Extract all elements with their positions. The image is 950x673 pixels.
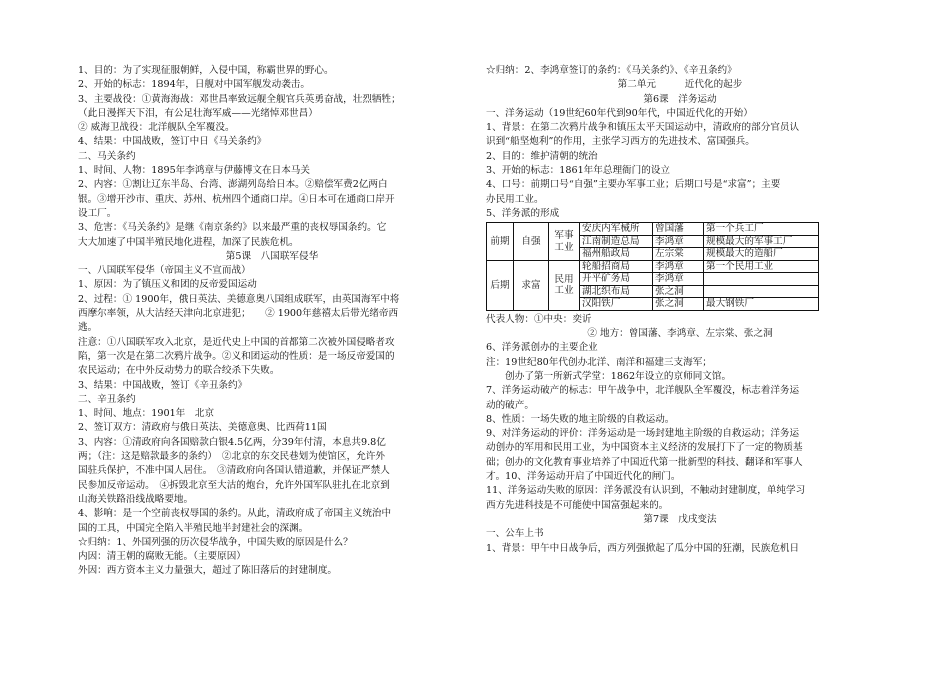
- text-line: 2、过程：① 1900年，俄日英法、美德意奥八国组成联军，由英国海军中将: [78, 293, 400, 305]
- text-line: ☆归纳：2、李鸿章签订的条约：《马关条约》、《辛丑条约》: [486, 65, 737, 76]
- section-heading: 一、洋务运动（19世纪60年代到90年代，中国近代化的开始）: [486, 107, 753, 119]
- enterprise-cell: 开平矿务局: [580, 273, 653, 286]
- table-row: [487, 223, 819, 236]
- text-line: 两；（注：这是赔款最多的条约） ②北京的东交民巷划为使馆区，允许外: [78, 451, 385, 463]
- text-line: 设工厂。: [78, 207, 117, 219]
- text-line: 2、开始的标志：1894年，日舰对中国军舰发动袭击。: [78, 79, 310, 91]
- founder-cell: 张之洞: [653, 285, 704, 298]
- left-column: [78, 64, 466, 579]
- text-line: 注意：①八国联军攻入北京，是近代史上中国的首都第二次被外国侵略者攻: [78, 336, 395, 348]
- note-cell: 最大钢铁厂: [704, 298, 819, 311]
- text-line: 4、结果：中国战败，签订中日《马关条约》: [78, 136, 267, 148]
- text-line: 3、危害：《马关条约》是继《南京条约》以来最严重的丧权辱国条约。它: [78, 222, 387, 234]
- text-line: 西摩尔率领，从大沽经天津向北京进犯； ② 1900年慈禧太后带光绪帝西: [78, 308, 399, 320]
- text-line: 银。③增开沙市、重庆、苏州、杭州四个通商口岸。④日本可在通商口岸开: [78, 193, 395, 205]
- text-line: ☆归纳：1、外国列强的历次侵华战争，中国失败的原因是什么？: [78, 536, 353, 548]
- period-cell: 前期: [487, 223, 514, 261]
- text-line: 1、时间、地点：1901年 北京: [78, 408, 215, 420]
- text-line: 内因：清王朝的腐败无能。（主要原因）: [78, 551, 246, 563]
- text-line: 注：19世纪80年代创办北洋、南洋和福建三支海军；: [486, 356, 712, 368]
- industry-type-cell: 军事工业: [549, 223, 580, 261]
- text-line: 创办了第一所新式学堂：1862年设立的京师同文馆。: [486, 370, 732, 382]
- section-heading: 二、辛丑条约: [78, 393, 136, 405]
- lesson-title: 第6课 洋务运动: [643, 93, 717, 105]
- note-cell: [704, 273, 819, 286]
- industry-type-cell: 民用工业: [549, 260, 580, 310]
- text-line: 1、目的：为了实现征服朝鲜，入侵中国，称霸世界的野心。: [78, 65, 334, 76]
- founder-cell: 张之洞: [653, 298, 704, 311]
- text-line: 2、签订双方：清政府与俄日英法、美德意奥、比西荷11国: [78, 422, 327, 434]
- text-line: （此日漫挥天下泪，有公足壮海军威——光绪悼邓世昌）: [78, 107, 318, 119]
- text-line: 5、洋务派的形成: [486, 207, 560, 219]
- enterprise-cell: 湖北织布局: [580, 285, 653, 298]
- text-line: 1、时间、人物：1895年李鸿章与伊藤博文在日本马关: [78, 165, 310, 177]
- section-heading: 一、公车上书: [486, 528, 544, 540]
- section-heading: 二、马关条约: [78, 150, 136, 162]
- right-column: [486, 64, 874, 556]
- text-line: ② 威海卫战役：北洋舰队全军覆没。: [78, 122, 235, 134]
- section-heading: 一、八国联军侵华（帝国主义不宣而战）: [78, 265, 251, 277]
- text-line: 识到“船坚炮利”的作用，主张学习西方的先进技术、富国强兵。: [486, 136, 755, 148]
- unit-title: 第二单元 近代化的起步: [617, 79, 743, 91]
- founder-cell: 李鸿章: [653, 260, 704, 273]
- founder-cell: 左宗棠: [653, 248, 704, 261]
- enterprise-cell: 福州船政局: [580, 248, 653, 261]
- lesson-title: 第7课 戊戌变法: [643, 513, 717, 525]
- text-line: 代表人物：①中央：奕䜣: [486, 313, 592, 325]
- enterprise-cell: 汉阳铁厂: [580, 298, 653, 311]
- text-line: 外因：西方资本主义力量强大，超过了陈旧落后的封建制度。: [78, 565, 338, 577]
- text-line: 农民运动；在中外反动势力的联合绞杀下失败。: [78, 365, 280, 377]
- text-line: 1、背景：甲午中日战争后，西方列强掀起了瓜分中国的狂潮，民族危机日: [486, 542, 800, 554]
- enterprise-cell: 安庆内军械所: [580, 223, 653, 236]
- text-line: 8、性质：一场失败的地主阶级的自救运动。: [486, 413, 675, 425]
- note-cell: 第一个兵工厂: [704, 223, 819, 236]
- text-line: 4、口号：前期口号“自强”主要办军事工业；后期口号是“求富”；主要: [486, 179, 781, 191]
- note-cell: 第一个民用工业: [704, 260, 819, 273]
- text-line: 动创办的军用和民用工业，为中国资本主义经济的发展打下了一定的物质基: [486, 442, 803, 454]
- period-cell: 后期: [487, 260, 514, 310]
- text-line: 山海关铁路沿线战略要地。: [78, 493, 194, 505]
- text-line: 6、洋务派创办的主要企业: [486, 342, 598, 354]
- note-cell: 规模最大的造船厂: [704, 248, 819, 261]
- text-line: 动的破产。: [486, 399, 534, 411]
- text-line: 才。10、洋务运动开启了中国近代化的闸门。: [486, 471, 681, 483]
- table-row: [487, 260, 819, 273]
- text-line: 11、洋务运动失败的原因：洋务派没有认识到，不触动封建制度，单纯学习: [486, 485, 806, 497]
- founder-cell: 李鸿章: [653, 235, 704, 248]
- note-cell: 规模最大的军事工厂: [704, 235, 819, 248]
- text-line: 3、主要战役：①黄海海战：邓世昌率致远舰全舰官兵英勇奋战，壮烈牺牲；: [78, 93, 401, 105]
- note-cell: [704, 285, 819, 298]
- text-line: 大大加速了中国半殖民地化进程，加深了民族危机。: [78, 236, 299, 248]
- text-line: 3、结果：中国战败，签订《辛丑条约》: [78, 379, 248, 391]
- text-line: 7、洋务运动破产的标志：甲午战争中，北洋舰队全军覆没，标志着洋务运: [486, 385, 800, 397]
- text-line: 陷，第一次是在第二次鸦片战争。②义和团运动的性质：是一场反帝爱国的: [78, 350, 395, 362]
- text-line: 1、背景：在第二次鸦片战争和镇压太平天国运动中，清政府的部分官员认: [486, 122, 800, 134]
- founder-cell: 曾国藩: [653, 223, 704, 236]
- enterprise-cell: 轮船招商局: [580, 260, 653, 273]
- text-line: 民参加反帝运动。 ④拆毁北京至大沽的炮台，允许外国军队驻扎在北京到: [78, 479, 390, 491]
- text-line: 础；创办的文化教育事业培养了中国近代第一批新型的科技、翻译和军事人: [486, 456, 803, 468]
- text-line: 西方先进科技是不可能使中国富强起来的。: [486, 499, 669, 511]
- text-line: 4、影响：是一个空前丧权辱国的条约。从此，清政府成了帝国主义统治中: [78, 508, 392, 520]
- enterprise-cell: 江南制造总局: [580, 235, 653, 248]
- slogan-cell: 求富: [514, 260, 549, 310]
- text-line: 2、内容：①割让辽东半岛、台湾、澎湖列岛给日本。②赔偿军费2亿两白: [78, 179, 388, 191]
- text-line: 3、开始的标志：1861年年总理衙门的设立: [486, 165, 671, 177]
- founder-cell: 李鸿章: [653, 273, 704, 286]
- text-line: 国的工具，中国完全陷入半殖民地半封建社会的深渊。: [78, 522, 309, 534]
- lesson-title: 第5课 八国联军侵华: [225, 250, 319, 262]
- text-line: ② 地方：曾国藩、李鸿章、左宗棠、张之洞: [587, 328, 773, 340]
- text-line: 3、内容：①清政府向各国赔款白银4.5亿两，分39年付清，本息共9.8亿: [78, 436, 386, 448]
- slogan-cell: 自强: [514, 223, 549, 261]
- text-line: 国驻兵保护，不准中国人居住。 ③清政府向各国认错道歉，并保证严禁人: [78, 465, 390, 477]
- text-line: 1、原因：为了镇压义和团的反帝爱国运动: [78, 279, 257, 291]
- text-line: 9、对洋务运动的评价：洋务运动是一场封建地主阶级的自救运动；洋务运: [486, 428, 800, 440]
- text-line: 2、目的：维护清朝的统治: [486, 150, 598, 162]
- text-line: 办民用工业。: [486, 193, 544, 205]
- yangwu-enterprises-table: [486, 222, 819, 311]
- text-line: 逃。: [78, 322, 98, 334]
